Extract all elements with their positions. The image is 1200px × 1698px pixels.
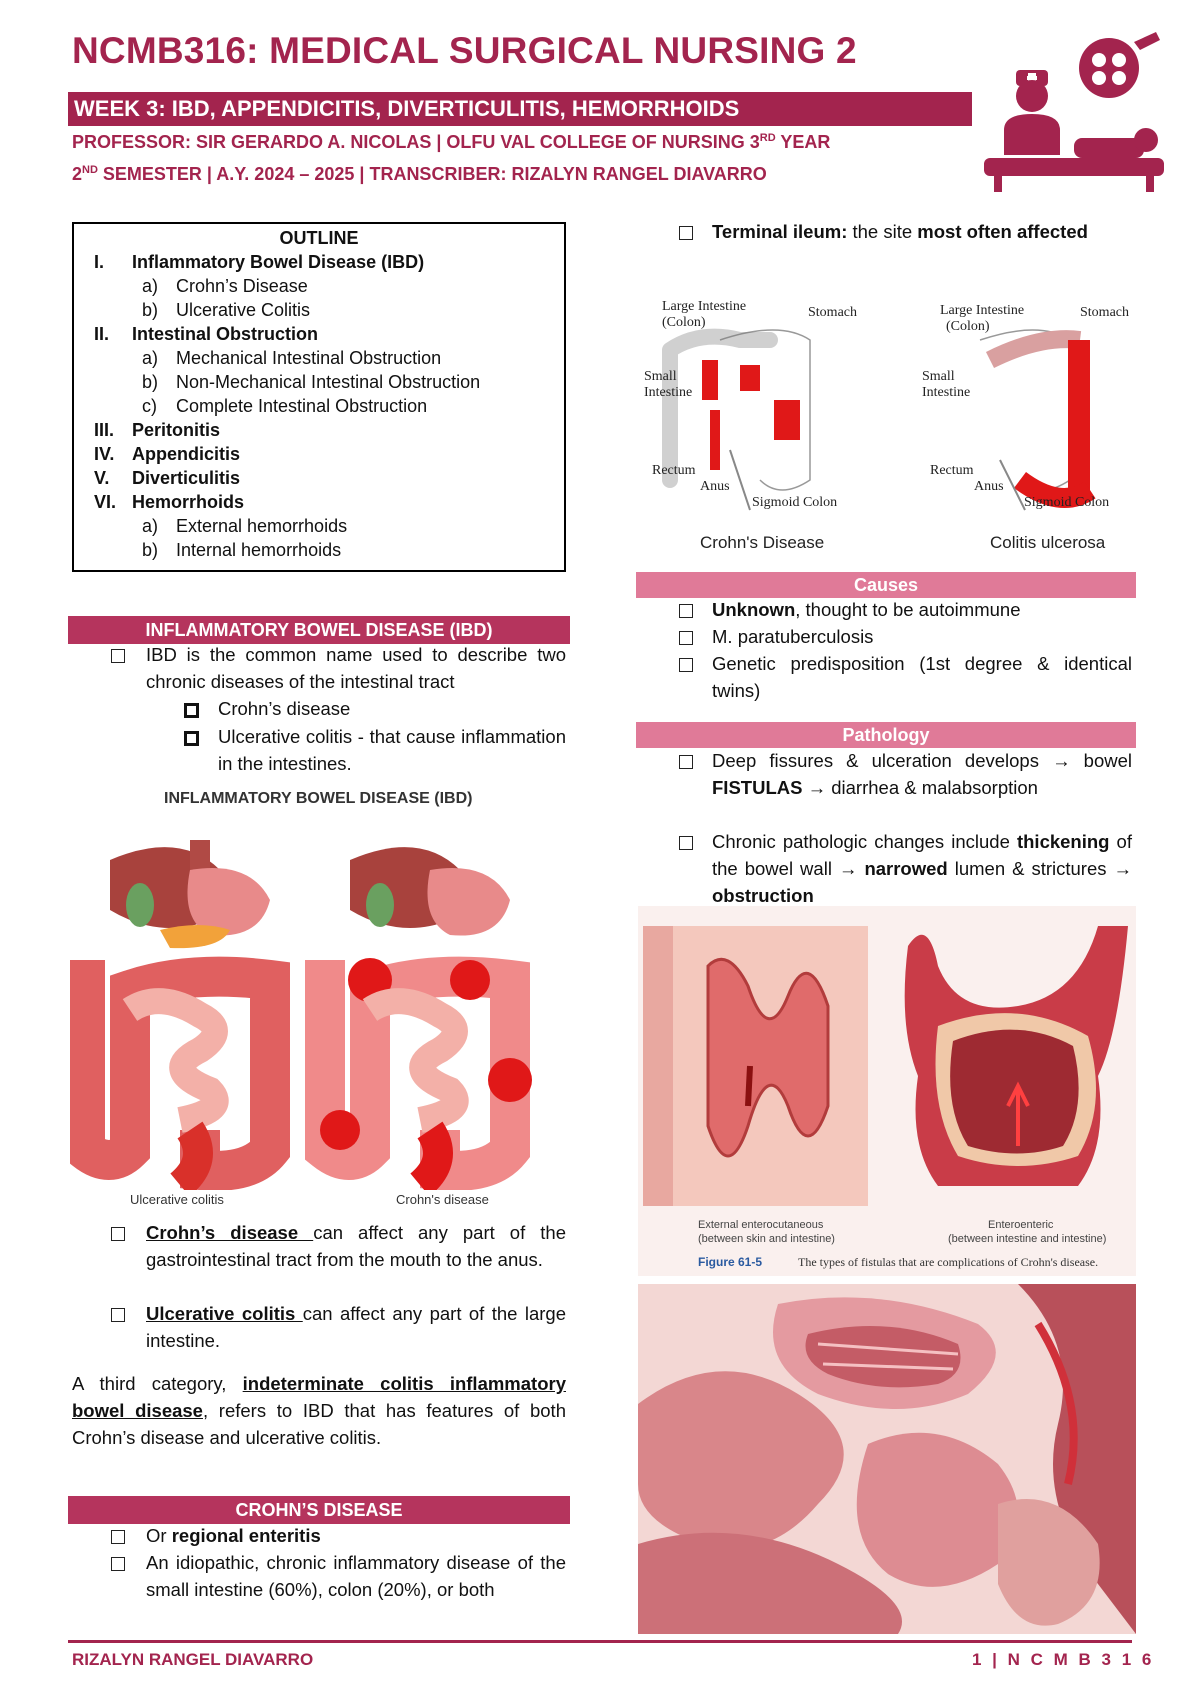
professor-line: PROFESSOR: SIR GERARDO A. NICOLAS | OLFU VAL COLLEGE OF NURSING 3RD YEAR [72, 132, 831, 152]
checkbox-icon [111, 649, 125, 663]
outline-item: I. [94, 252, 105, 272]
cause-3: Genetic predisposition (1st degree & identical twins) [712, 653, 1132, 701]
outline-item-label: Internal hemorrhoids [176, 540, 342, 560]
checkbox-icon [679, 226, 693, 240]
uc-desc: Ulcerative colitis can affect any part of the large intestine. [146, 1303, 566, 1351]
outline-item: a) [142, 348, 159, 368]
terminal-ileum-note: Terminal ileum: the site most often affected [712, 221, 1088, 242]
outline-item-label: Peritonitis [132, 420, 221, 440]
outline-heading: OUTLINE [279, 228, 359, 248]
pathology-2: Chronic pathologic changes include thickening of the bowel wall → narrowed lumen & strictures → obstruction [712, 831, 1132, 906]
bowel-3d-illustration [638, 1284, 1136, 1634]
label-large-intestine-right: Large Intestine [940, 303, 1025, 318]
label-intestine-left: Intestine [644, 385, 693, 400]
label-colon-left: (Colon) [662, 315, 706, 330]
cause-1: Unknown, thought to be autoimmune [712, 599, 1021, 620]
outline-item-label: Diverticulitis [132, 468, 241, 488]
footer-divider [68, 1640, 1132, 1643]
outline-item-label: Hemorrhoids [132, 492, 245, 512]
fistula-label-left-2: (between skin and intestine) [698, 1233, 835, 1245]
outline-item: II. [94, 324, 110, 344]
ibd-sub-crohn: Crohn’s disease [218, 698, 351, 719]
outline-item-label: Non-Mechanical Intestinal Obstruction [176, 372, 481, 392]
label-rectum-left: Rectum [652, 463, 696, 478]
outline-item-label: Complete Intestinal Obstruction [176, 396, 428, 416]
checkbox-icon [679, 604, 693, 618]
fistula-figure [638, 906, 1136, 1276]
caption-crohns: Crohn's Disease [700, 533, 825, 552]
outline-item: VI. [94, 492, 117, 512]
week-banner: WEEK 3: IBD, APPENDICITIS, DIVERTICULITIS, HEMORRHOIDS [68, 92, 972, 126]
outline-item-label: Intestinal Obstruction [132, 324, 319, 344]
crohn-vs-colitis-diagram [640, 280, 1140, 560]
fistula-label-right-2: (between intestine and intestine) [948, 1233, 1107, 1245]
label-sigmoid-left: Sigmoid Colon [752, 495, 838, 510]
checkbox-icon [679, 631, 693, 645]
crohn-section-heading: CROHN’S DISEASE [68, 1496, 570, 1524]
ibd-digestive-illustration [70, 830, 570, 1190]
outline-item-label: Appendicitis [132, 444, 241, 464]
checkbox-icon [679, 658, 693, 672]
crohn-desc: Crohn’s disease can affect any part of the gastrointestinal tract from the mouth to the anus. [146, 1222, 566, 1270]
ibd-sub-uc: Ulcerative colitis - that cause inflammation in the intestines. [218, 726, 566, 774]
outline-item: b) [142, 300, 159, 320]
filled-box-icon [184, 703, 199, 718]
outline-item-label: External hemorrhoids [176, 516, 348, 536]
outline-item: III. [94, 420, 115, 440]
outline-item-label: Mechanical Intestinal Obstruction [176, 348, 442, 368]
indeterminate-paragraph: A third category, indeterminate colitis inflammatory bowel disease, refers to IBD that has features of both Crohn’s disease and ulcerative colitis. [72, 1373, 566, 1448]
ibd-figure-title: INFLAMMATORY BOWEL DISEASE (IBD) [164, 790, 473, 807]
crohn-bullet-1: Or regional enteritis [146, 1525, 321, 1546]
fig-label-uc: Ulcerative colitis [130, 1192, 224, 1207]
nurse-logo-icon [984, 30, 1164, 195]
outline-item: V. [94, 468, 110, 488]
label-colon-right: (Colon) [946, 319, 990, 334]
label-stomach-right: Stomach [1080, 305, 1129, 320]
label-large-intestine-left: Large Intestine [662, 299, 747, 314]
outline-item: IV. [94, 444, 115, 464]
figure-number: Figure 61-5 [698, 1255, 763, 1269]
outline-item: b) [142, 372, 159, 392]
outline-item: a) [142, 516, 159, 536]
label-anus-left: Anus [700, 479, 730, 494]
pathology-1: Deep fissures & ulceration develops → bowel FISTULAS → diarrhea & malabsorption [712, 750, 1132, 798]
ibd-section-heading: INFLAMMATORY BOWEL DISEASE (IBD) [68, 616, 570, 644]
outline-item: a) [142, 276, 159, 296]
label-small-left: Small [644, 369, 677, 384]
outline-item: b) [142, 540, 159, 560]
outline-item-label: Crohn’s Disease [176, 276, 308, 296]
causes-heading: Causes [636, 572, 1136, 598]
checkbox-icon [111, 1530, 125, 1544]
caption-colitis: Colitis ulcerosa [990, 533, 1106, 552]
label-anus-right: Anus [974, 479, 1004, 494]
checkbox-icon [679, 836, 693, 850]
outline-item-label: Inflammatory Bowel Disease (IBD) [132, 252, 425, 272]
checkbox-icon [111, 1308, 125, 1322]
label-sigmoid-right: Sigmoid Colon [1024, 495, 1110, 510]
outline-item-label: Ulcerative Colitis [176, 300, 311, 320]
semester-line: 2ND SEMESTER | A.Y. 2024 – 2025 | TRANSCRIBER: RIZALYN RANGEL DIAVARRO [72, 164, 767, 184]
filled-box-icon [184, 731, 199, 746]
crohn-bullet-2: An idiopathic, chronic inflammatory disease of the small intestine (60%), colon (20%), or both [146, 1552, 566, 1600]
ibd-intro: IBD is the common name used to describe two chronic diseases of the intestinal tract [146, 644, 566, 692]
footer-page-number: 1 | N C M B 3 1 6 [972, 1650, 1155, 1669]
outline-item: c) [142, 396, 157, 416]
page-title: NCMB316: MEDICAL SURGICAL NURSING 2 [72, 30, 857, 71]
outline-box [72, 222, 566, 572]
fistula-label-left: External enterocutaneous [698, 1219, 824, 1231]
label-rectum-right: Rectum [930, 463, 974, 478]
checkbox-icon [111, 1227, 125, 1241]
fig-label-crohn: Crohn's disease [396, 1192, 489, 1207]
checkbox-icon [679, 755, 693, 769]
figure-caption: The types of fistulas that are complications of Crohn's disease. [798, 1255, 1099, 1269]
checkbox-icon [111, 1557, 125, 1571]
label-intestine-right: Intestine [922, 385, 971, 400]
cause-2: M. paratuberculosis [712, 626, 874, 647]
pathology-heading: Pathology [636, 722, 1136, 748]
footer-author: RIZALYN RANGEL DIAVARRO [72, 1650, 314, 1669]
fistula-label-right: Enteroenteric [988, 1219, 1054, 1231]
label-small-right: Small [922, 369, 955, 384]
label-stomach-left: Stomach [808, 305, 857, 320]
